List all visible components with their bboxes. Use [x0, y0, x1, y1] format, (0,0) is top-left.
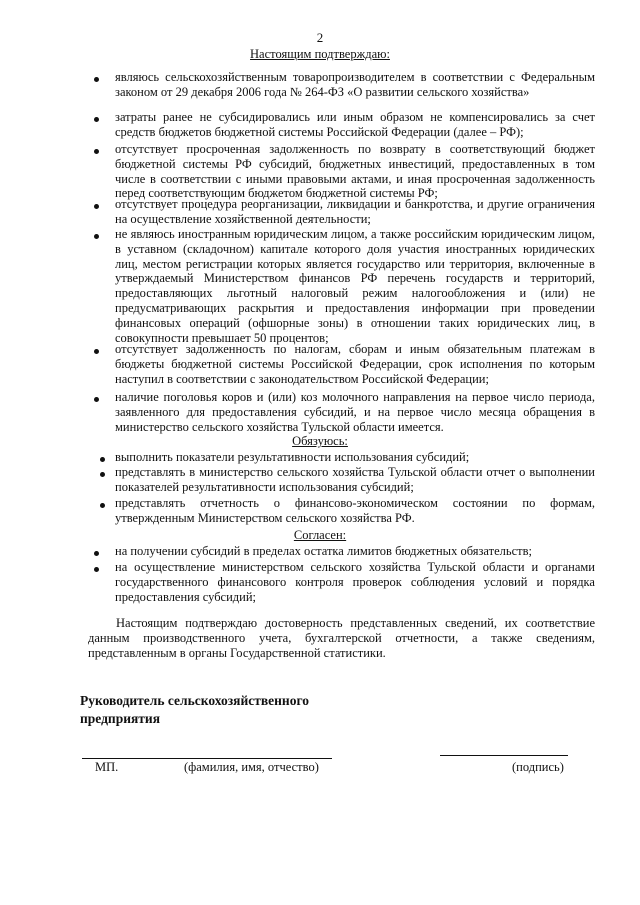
bullet-icon [94, 551, 99, 556]
oblige-heading: Обязуюсь: [292, 434, 348, 448]
closing-paragraph: Настоящим подтверждаю достоверность представленных сведений, их соответствие данным производственного учета, бухгалтерской отчетности, а также сведениям, представленным в органы Государственной статистики. [88, 616, 595, 660]
confirm-item: являюсь сельскохозяйственным товаропроизводителем в соответствии с Федеральным законом от 29 декабря 2006 года № 264-ФЗ «О развитии сельского хозяйства» [115, 70, 595, 99]
signature-label: (подпись) [512, 760, 564, 774]
agree-item: на получении субсидий в пределах остатка лимитов бюджетных обязательств; [115, 544, 532, 558]
bullet-icon [94, 149, 99, 154]
bullet-icon [100, 503, 105, 508]
bullet-icon [100, 472, 105, 477]
bullet-icon [94, 77, 99, 82]
name-signature-line [82, 758, 332, 759]
agree-item: на осуществление министерством сельского хозяйства Тульской области и органами государственного финансового контроля проверок соблюдения условий и порядка предоставления субсидий; [115, 560, 595, 604]
bullet-icon [100, 457, 105, 462]
signer-title-line2: предприятия [80, 711, 161, 726]
name-label: (фамилия, имя, отчество) [184, 760, 319, 774]
signer-title-line1: Руководитель сельскохозяйственного [80, 693, 310, 708]
oblige-item: выполнить показатели результативности использования субсидий; [115, 450, 470, 464]
signer-title [80, 692, 380, 728]
page-number: 2 [316, 30, 324, 45]
confirm-item: отсутствует просроченная задолженность по возврату в соответствующий бюджет бюджетной системы РФ субсидий, бюджетных инвестиций, предоставленных в том числе в соответствии с иными правовыми актами, и иная просроченная задолженность перед соответствующим бюджетом бюджетной системы РФ; [115, 142, 595, 201]
signature-line [440, 755, 568, 756]
bullet-icon [94, 234, 99, 239]
confirm-heading: Настоящим подтверждаю: [250, 47, 390, 61]
bullet-icon [94, 349, 99, 354]
bullet-icon [94, 204, 99, 209]
bullet-icon [94, 397, 99, 402]
confirm-item: отсутствует задолженность по налогам, сборам и иным обязательным платежам в бюджеты бюджетной системы Российской Федерации, срок исполнения по которым наступил в соответствии с законодательством Российской Федерации; [115, 342, 595, 386]
bullet-icon [94, 117, 99, 122]
confirm-item: отсутствует процедура реорганизации, ликвидации и банкротства, и другие ограничения на осуществление хозяйственной деятельности; [115, 197, 595, 226]
confirm-item: наличие поголовья коров и (или) коз молочного направления на первое число периода, заявленного для предоставления субсидий, и на первое число месяца обращения в министерство сельского хозяйства Тульской области имеется. [115, 390, 595, 434]
agree-heading: Согласен: [293, 528, 347, 542]
oblige-item: представлять отчетность о финансово-экономическом состоянии по формам, утвержденным Министерством сельского хозяйства РФ. [115, 496, 595, 525]
bullet-icon [94, 567, 99, 572]
stamp-label: МП. [95, 760, 119, 774]
confirm-item: затраты ранее не субсидировались или иным образом не компенсировались за счет средств бюджетов бюджетной системы Российской Федерации (далее – РФ); [115, 110, 595, 139]
confirm-item: не являюсь иностранным юридическим лицом, а также российским юридическим лицом, в уставном (складочном) капитале которого доля участия иностранных юридических лиц, местом регистрации которых является государство или территория, включенные в утверждаемый Министерством финансов РФ перечень государств и территорий, предоставляющих льготный налоговый режим налогообложения и (или) не предусматривающих раскрытия и предоставления информации при проведении финансовых операций (офшорные зоны) в отношении таких юридических лиц, в совокупности превышает 50 процентов; [115, 227, 595, 345]
oblige-item: представлять в министерство сельского хозяйства Тульской области отчет о выполнении показателей результативности использования субсидий; [115, 465, 595, 494]
